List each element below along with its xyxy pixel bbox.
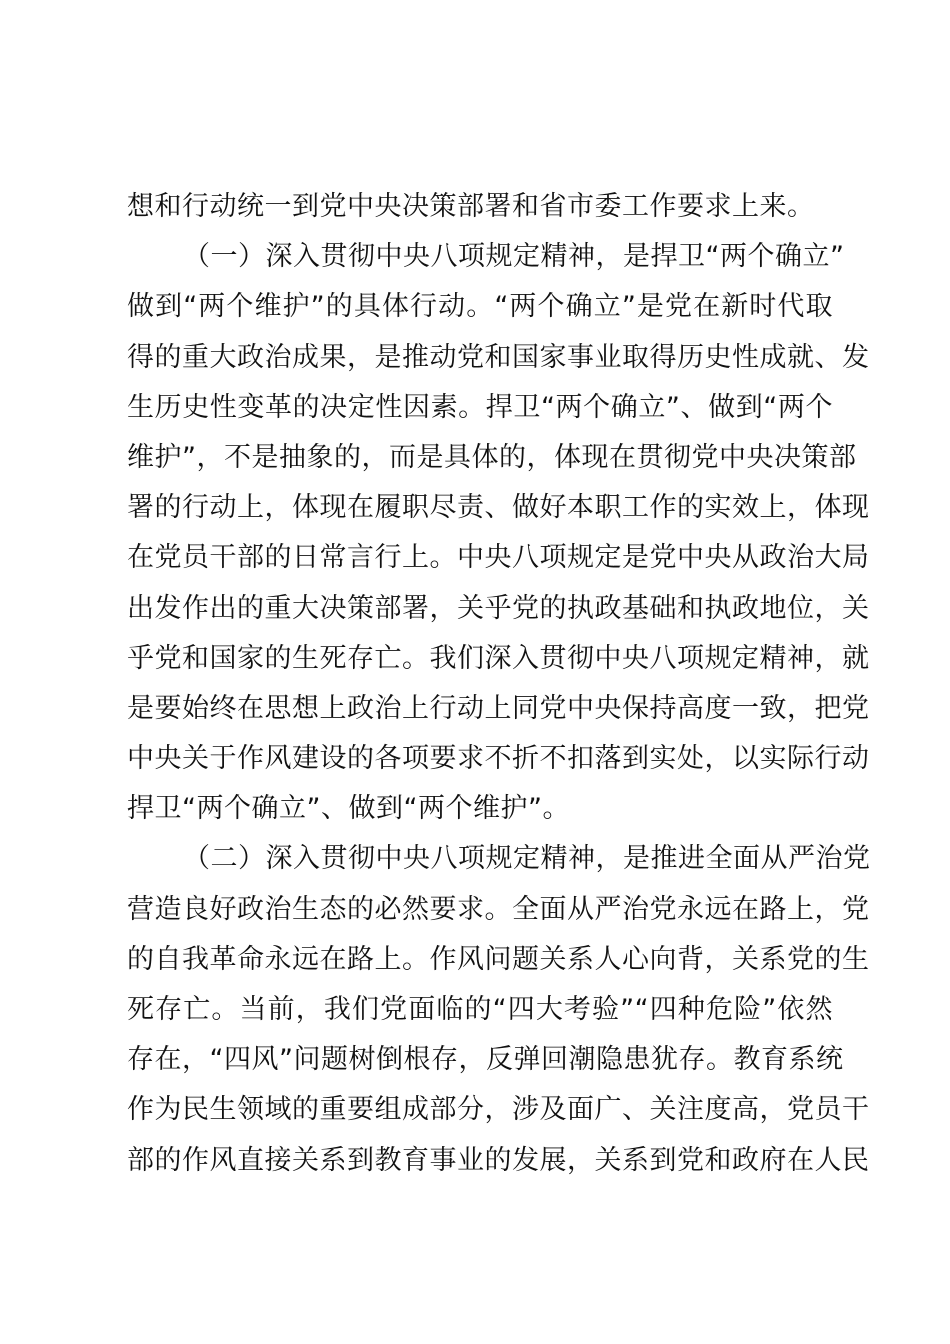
paragraph-line: 作为民生领域的重要组成部分，涉及面广、关注度高，党员干 <box>127 1094 870 1126</box>
paragraph-line: 捍卫“两个确立”、做到“两个维护”。 <box>127 793 570 825</box>
paragraph-line: 乎党和国家的生死存亡。我们深入贯彻中央八项规定精神，就 <box>127 642 870 674</box>
paragraph-line: 想和行动统一到党中央决策部署和省市委工作要求上来。 <box>127 191 815 222</box>
paragraph-line: 做到“两个维护”的具体行动。“两个确立”是党在新时代取 <box>127 291 833 323</box>
paragraph-line: 得的重大政治成果，是推动党和国家事业取得历史性成就、发 <box>127 341 870 373</box>
paragraph-line: 在党员干部的日常言行上。中央八项规定是党中央从政治大局 <box>127 542 870 574</box>
paragraph-line: 生历史性变革的决定性因素。捍卫“两个确立”、做到“两个 <box>127 391 833 423</box>
paragraph-line: 部的作风直接关系到教育事业的发展，关系到党和政府在人民 <box>127 1144 870 1176</box>
section-heading-line: （一）深入贯彻中央八项规定精神，是捍卫“两个确立” <box>183 241 845 273</box>
paragraph-line: 死存亡。当前，我们党面临的“四大考验”“四种危险”依然 <box>127 994 833 1025</box>
paragraph-line: 是要始终在思想上政治上行动上同党中央保持高度一致，把党 <box>127 692 870 724</box>
section-heading-line: （二）深入贯彻中央八项规定精神，是推进全面从严治党 <box>183 843 871 875</box>
document-body <box>127 182 871 1186</box>
paragraph-line: 的自我革命永远在路上。作风问题关系人心向背，关系党的生 <box>127 943 870 975</box>
paragraph-line: 署的行动上，体现在履职尽责、做好本职工作的实效上，体现 <box>127 492 870 524</box>
paragraph-line: 出发作出的重大决策部署，关乎党的执政基础和执政地位，关 <box>127 592 870 624</box>
paragraph-line: 存在，“四风”问题树倒根存，反弹回潮隐患犹存。教育系统 <box>127 1044 844 1076</box>
paragraph-line: 中央关于作风建设的各项要求不折不扣落到实处，以实际行动 <box>127 743 870 775</box>
paragraph-line: 维护”，不是抽象的，而是具体的，体现在贯彻党中央决策部 <box>127 441 857 473</box>
paragraph-line: 营造良好政治生态的必然要求。全面从严治党永远在路上，党 <box>127 893 870 925</box>
